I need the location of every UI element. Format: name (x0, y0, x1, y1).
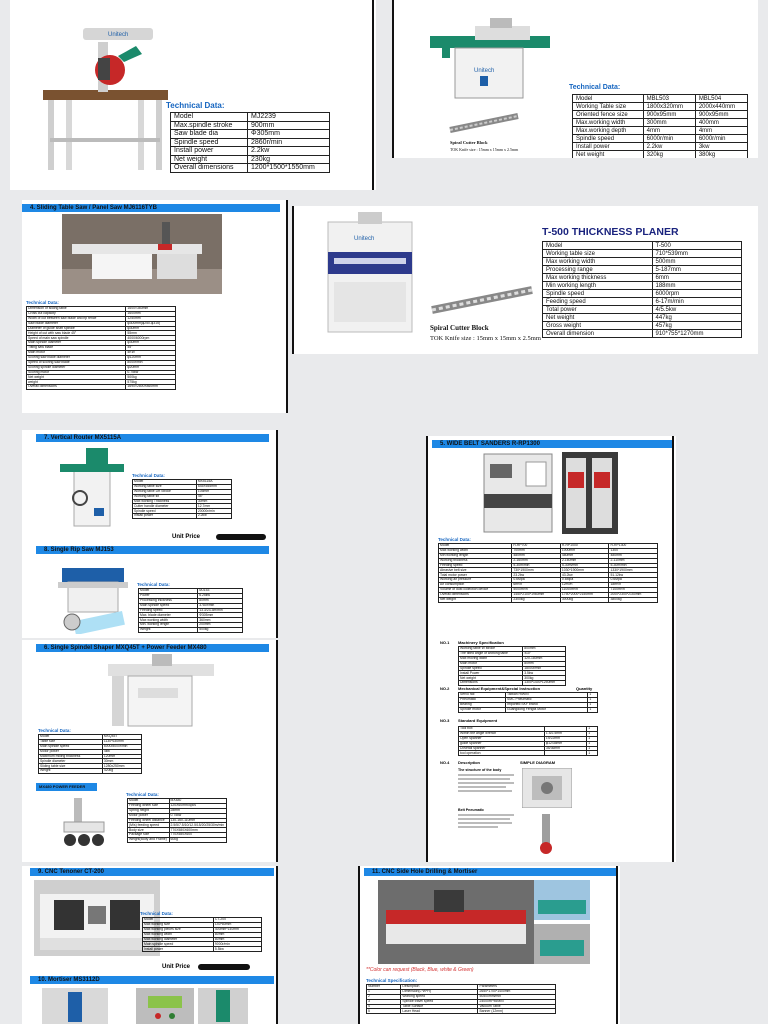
table-row: Saw blade dia Φ305mm (171, 130, 330, 139)
cutter-caption: Spiral Cutter Block (450, 140, 488, 145)
catalog-page-shaper (22, 640, 278, 862)
table-row: Cutter handle diameter 12.7mm (133, 504, 232, 509)
table-row: Main spindle diameter φ30mm (27, 341, 176, 346)
structure-diagram-image (522, 768, 572, 808)
table-row: Min working length 480mm 480mm 480mm (439, 553, 658, 558)
pneumatic-diagram-image (526, 812, 566, 856)
section-heading: Machinery Specification (458, 640, 504, 645)
table-row: Speed of main saw spindle 4000/6000rpm (27, 336, 176, 341)
table-row: Oriented fence size 900x95mm 900x95mm (573, 111, 748, 119)
table-row: Net weight 2300kg 3000kg 3800kg (439, 597, 658, 602)
page-edge-line (672, 436, 674, 636)
catalog-page-sliding-saw (22, 200, 288, 413)
table-row: Bearing Imported SKF brand 1 (459, 702, 598, 707)
description-text (458, 822, 512, 824)
section-title-bar: MX480 POWER FEEDER (36, 783, 97, 791)
table-row: Overall dimensions 1200*1500*1550mm (171, 164, 330, 173)
table-row: Working table tilt 45° (133, 494, 232, 499)
table-row: Working table size 710*539mm (543, 250, 742, 258)
moulder-machine-image (430, 18, 550, 100)
table-row: Height of cut with saw blade 45° 55mm (27, 331, 176, 336)
spec-table-power-feeder (127, 798, 227, 843)
catalog-page-spec-sheet (426, 636, 676, 862)
table-row: Net weight 320kg 380kg (573, 151, 748, 159)
radial-arm-saw-image (38, 20, 173, 175)
description-title: Belt Pneumatic (458, 808, 484, 812)
page-edge-line (392, 0, 394, 158)
table-row: Volume of dust collection device 5000m³/h 11000m³/h 7100m³/h (439, 588, 658, 593)
catalog-page-side-drilling (358, 866, 620, 1024)
table-row: Net weight 447kg (543, 314, 742, 322)
mortiser-control-panel-image (136, 988, 194, 1024)
table-row: Abrasive belt size 730*1900mm 1030*1900mm 1330*1900mm (439, 568, 658, 573)
table-row: weight 575kg (27, 380, 176, 385)
spec-table-planer (542, 241, 742, 338)
table-row: Working table W stroke 800mm (459, 647, 566, 652)
table-row: The tilted angle of working table ±10° (459, 651, 566, 656)
table-row: Working Table size 1800x320mm 2000x440mm (573, 103, 748, 111)
table-row: Maximum milling thickness 120mm (39, 754, 142, 759)
table-row: Feeding speed 13.3/23.3m/min (139, 608, 243, 613)
table-row: 5 Laser Head Banner (12mm) (367, 1009, 556, 1014)
quantity-heading: Quantity (576, 686, 593, 691)
svg-text:Unitech: Unitech (474, 68, 495, 74)
section-title-bar: 8. Single Rip Saw MJ153 (36, 546, 269, 554)
table-row: Spindle speed 6000rpm (543, 290, 742, 298)
table-row: Overall dimensions 1450*2100*1960mm 1750*2000*2150mm 2000*2300*2150mm (439, 592, 658, 597)
tech-data-heading: Technical Data: (126, 792, 159, 797)
spec-table-radial-saw (170, 112, 330, 173)
table-row: Pneumatic SMC Pneumatic 1 (459, 697, 598, 702)
page-edge-line (292, 206, 294, 354)
page-edge-line (286, 200, 288, 413)
spec-table-machinery (458, 646, 566, 686)
section-title-bar: 9. CNC Tenoner CT-200 (30, 868, 274, 876)
spec-table-sanders (438, 543, 658, 603)
side-drilling-machine-image (378, 880, 534, 964)
description-text (458, 782, 514, 784)
table-row: Cross cut capacity 1600mm (27, 311, 176, 316)
section-title-bar: 11. CNC Side Hole Drilling & Mortiser (364, 868, 616, 876)
spec-table-sliding-saw (26, 306, 176, 390)
vertical-router-image (56, 448, 128, 528)
table-row: Scoring saw blade diameter φ120mm (27, 355, 176, 360)
table-row: Total power 4/5.5kw (543, 306, 742, 314)
description-title: The structure of the body (458, 768, 502, 772)
table-row: Model R-RP700 R-RP1000 R-RP1300 (439, 544, 658, 549)
table-row: Net weight 500kg (27, 375, 176, 380)
description-text (458, 818, 510, 820)
tech-data-heading: Technical Data: (140, 911, 173, 916)
table-row: Model MJ153 (139, 589, 243, 594)
table-row: Model T-500 (543, 242, 742, 250)
spec-table-tenoner (142, 917, 262, 952)
table-row: Total motor power 23.2kw 43.2kw 51.12kw (439, 573, 658, 578)
tech-data-heading: Technical Data: (569, 84, 621, 91)
table-row: Max.spindle stroke 900mm (171, 121, 330, 130)
table-row: Max.working depth 4mm 4mm (573, 127, 748, 135)
table-row: (M/s) feeding speed 2.5/5/7.5/10/12.5/15/20/25/30m/min (128, 823, 227, 828)
page-edge-line (426, 436, 428, 636)
table-row: Working table Lift Stroke 105mm (133, 489, 232, 494)
table-row: Spindle speed 6000r/min 6000r/min (573, 135, 748, 143)
section-heading: Mechanical Equipment&Special Instruction (458, 686, 541, 691)
table-row: Working air pressure 0.6Mpa 0.6Mpa 0.6Mpa (439, 578, 658, 583)
table-row: Diameter of guide shaft spindle φ30mm (27, 326, 176, 331)
section-heading: Standard Equipment (458, 718, 498, 723)
table-row: Speed of scoring saw blade 8000r/min (27, 360, 176, 365)
table-row: Motor power 4kw (39, 749, 142, 754)
table-row: Max working pieces size 400mm*140mm (143, 927, 262, 932)
table-row: Main spindle speed 9000r/min (143, 942, 262, 947)
section-number: NO.4 (440, 760, 450, 765)
table-row: Feeding speed 5-30m/min 5-30m/min 5-30m/min (439, 563, 658, 568)
tech-data-heading: Technical Data: (38, 728, 71, 733)
spec-table-standard-equipment (458, 726, 598, 756)
section-number: NO.3 (440, 718, 450, 723)
table-row: Model MX480 (128, 799, 227, 804)
table-row: 4 Table Surface Vacuum Table (367, 1004, 556, 1009)
table-row: Scoring spindle diameter φ20mm (27, 365, 176, 370)
spiral-cutter-image (428, 284, 538, 316)
table-row: Spindle speed 2860r/min (171, 138, 330, 147)
table-row: Max working size 140*80mm (143, 922, 262, 927)
table-row: Feeding speed 6-17m/min (543, 298, 742, 306)
table-row: Model CT-200 (143, 918, 262, 923)
table-row: Feeding wheel size 120X60mm/4pcs (128, 803, 227, 808)
catalog-page-sanders (426, 436, 676, 636)
page-edge-line (276, 866, 278, 1024)
catalog-page-radial-saw (10, 0, 376, 190)
page-edge-line (276, 640, 278, 862)
table-row: Dovetail spanner 35/36mm 1 (459, 746, 598, 751)
tech-data-heading: Technical Data: (26, 300, 59, 305)
description-text (458, 814, 514, 816)
table-row: Working table size 645×555mm (133, 484, 232, 489)
table-row: tool operation 1 (459, 751, 598, 756)
table-row: Processing range 5-187mm (543, 266, 742, 274)
rip-saw-image (54, 556, 132, 634)
knife-caption: TOK Knife size : 15mm x 15mm x 2.5mm (430, 335, 541, 342)
tech-data-heading: Technical Data: (438, 537, 471, 542)
description-text (458, 778, 510, 780)
table-row: Main spindle speed 6000/8000r/min (39, 744, 142, 749)
table-row: Air consumption 6m³/h 12m³/h 18m³/h (439, 583, 658, 588)
redacted-price (216, 534, 266, 540)
spec-table-shaper (38, 734, 142, 774)
table-row: Package size 770X580X600 (128, 833, 227, 838)
spindle-shaper-image (108, 654, 214, 730)
table-row: Feeding wheel distance 130-160-110mm (128, 818, 227, 823)
side-drilling-photo-1 (534, 880, 590, 920)
table-row: Spindle diameter 30mm (39, 759, 142, 764)
tech-data-heading: Technical Data: (132, 473, 165, 478)
table-row: Net weight 230kg (171, 155, 330, 164)
section-number: NO.1 (440, 640, 450, 645)
table-row: Model MXQ45T (39, 735, 142, 740)
table-row: Dimension of sliding table 1600×360mm (27, 307, 176, 312)
table-row: Body size 770X580X600mm (128, 828, 227, 833)
table-row: Net weight 300kg (459, 676, 566, 681)
table-row: Scoring motor 0.75kw (27, 370, 176, 375)
section-title-bar: 4. Sliding Table Saw / Panel Saw MJ6116TYB (22, 204, 280, 212)
table-row: Max.working width 300mm 400mm (573, 119, 748, 127)
catalog-page-tenoner (22, 866, 278, 1024)
table-row: Install power 5.5kw (143, 947, 262, 952)
page-edge-line (358, 866, 360, 1024)
knife-caption: TOK Knife size : 15mm x 15mm x 2.5mm (450, 147, 519, 152)
table-row: 1 Dimension(L*W*H) 2650*1700*1400mm (367, 989, 556, 994)
section-number: NO.2 (440, 686, 450, 691)
table-row: Power 6.25kw (139, 593, 243, 598)
spec-table-moulder (572, 94, 748, 158)
table-row: Open spanner 19/22mm 1 (459, 736, 598, 741)
svg-text:Unitech: Unitech (354, 236, 375, 242)
table-row: Max working thickness 6mm (543, 274, 742, 282)
section-title-bar: 6. Single Spindel Shaper MXQ45T + Power Feeder MX480 (36, 644, 269, 652)
table-row: Width of cut between saw blade and rip fence 1250mm (27, 316, 176, 321)
spec-table-router (132, 479, 232, 519)
tech-data-heading: Technical Data: (166, 101, 225, 110)
page-edge-line (426, 636, 428, 862)
table-row: Max. blade diameter Φ305mm (139, 613, 243, 618)
table-row: Spring height 28mm (128, 808, 227, 813)
table-row: Install Power 3.5kw (459, 671, 566, 676)
spiral-cutter-image (448, 112, 526, 134)
table-row: Overall dimension 910*755*1270mm (543, 330, 742, 338)
unit-price-label: Unit Price (172, 534, 201, 540)
table-row: Overall dimensions 1690×2800×860mm (27, 385, 176, 390)
table-row: Number Description Parameters (367, 985, 556, 990)
description-text (458, 786, 506, 788)
table-row: Working thickness 2-160mm 2-160mm 2-110mm (439, 558, 658, 563)
sliding-table-saw-image (62, 214, 222, 294)
sander-interior-image (562, 452, 618, 534)
table-row: Spindle speed 20000r/min (133, 509, 232, 514)
table-row: Install power 2.2kw 3kw (573, 143, 748, 151)
planer-title: T-500 THICKNESS PLANER (542, 226, 679, 238)
table-row: Servo rail Taiwan HIWIN 1 (459, 693, 598, 698)
description-text (458, 790, 512, 792)
table-row: Tilting saw blade 45° (27, 346, 176, 351)
table-row: Max moving width 120-180mm (459, 656, 566, 661)
table-row: Install power 2.2kw (133, 514, 232, 519)
table-row: Weight 420kg (39, 769, 142, 774)
spec-table-side-drilling (366, 984, 556, 1014)
svg-text:Unitech: Unitech (108, 32, 129, 38)
table-row: Tool box 1 (459, 727, 598, 732)
table-row: Motor power 0.75kw (128, 813, 227, 818)
section-title-bar: 7. Vertical Router MX5115A (36, 434, 269, 442)
table-row: Min working length 188mm (543, 282, 742, 290)
table-row: Main motor 4KW (27, 351, 176, 356)
spec-table-rip-saw (138, 588, 243, 633)
table-row: Spindle speed 18000r/min (459, 666, 566, 671)
tech-data-heading: Technical Specification: (366, 978, 418, 983)
table-row: Weight 500kg (139, 628, 243, 633)
table-row: Saw blade diameter φ300mm(φ250-φ315) (27, 321, 176, 326)
table-row: Spindle motor Guangdong Fengfa Motor 1 (459, 707, 598, 712)
table-row: Main motor 80mm (459, 661, 566, 666)
table-row: Model MBL503 MBL504 (573, 95, 748, 103)
table-row: Max working width 500mm (543, 258, 742, 266)
table-row: Within the angle wrench 1.5/2.5mm 1 (459, 731, 598, 736)
description-text (458, 774, 514, 776)
catalog-page-moulder (392, 0, 758, 158)
table-row: Min. working length 200mm (139, 623, 243, 628)
table-row: Max working diameter 80mm (143, 937, 262, 942)
section-title-bar: 5. WIDE BELT SANDERS R-RP1300 (432, 440, 672, 448)
side-drilling-photo-2 (534, 924, 590, 964)
table-row: Max working width 360mm (139, 618, 243, 623)
power-feeder-image (46, 794, 118, 852)
table-row: Sliding table size 1280x250mm (39, 764, 142, 769)
unit-price-label: Unit Price (162, 964, 191, 970)
page-edge-line (616, 866, 618, 1024)
spec-table-equipment (458, 692, 598, 713)
table-row: Max working width 80mm (143, 932, 262, 937)
page-edge-line (672, 636, 674, 862)
cutter-caption: Spiral Cutter Block (430, 324, 489, 332)
section-heading: Description (458, 760, 481, 765)
wide-belt-sander-image (482, 452, 554, 534)
page-edge-line (276, 430, 278, 638)
table-row: Model MX5115A (133, 480, 232, 485)
mortiser-image (42, 988, 108, 1024)
thickness-planer-image (324, 212, 416, 334)
table-row: Model MJ2239 (171, 113, 330, 122)
table-row: guide spanner φ12/35mm 1 (459, 741, 598, 746)
table-row: Install power 2.2kw (171, 147, 330, 156)
table-row: Gross weight 457kg (543, 322, 742, 330)
page-edge-line (372, 0, 374, 190)
redacted-price (198, 964, 250, 970)
diagram-heading: SIMPLE DIAGRAM (520, 760, 556, 765)
mortiser-detail-image (198, 988, 248, 1024)
table-row: Table size 1130*630mm (39, 739, 142, 744)
table-row: Weight(Body and Frame) 60kg (128, 838, 227, 843)
catalog-page-router-ripsaw (22, 430, 278, 638)
table-row: Max working Thickness 30mm (133, 499, 232, 504)
table-row: 3 Spindle travel speed 24000RPM/MIN (367, 999, 556, 1004)
tech-data-heading: Technical Data: (137, 582, 170, 587)
color-request-note: **Color can request (Black, Blue, white & Green) (366, 967, 474, 973)
table-row: Processing thickness 80mm (139, 598, 243, 603)
table-row: 2 Working speed 50500mm/min (367, 994, 556, 999)
table-row: Max working width 700mm 1000mm 1300 (439, 548, 658, 553)
catalog-page-planer (292, 206, 758, 354)
table-row: Main spindle speed 3780r/min (139, 603, 243, 608)
table-row: Dimensions 1300*1400*1250mm (459, 681, 566, 686)
description-text (458, 826, 498, 828)
section-title-bar: 10. Mortiser MS3112D (30, 976, 274, 984)
